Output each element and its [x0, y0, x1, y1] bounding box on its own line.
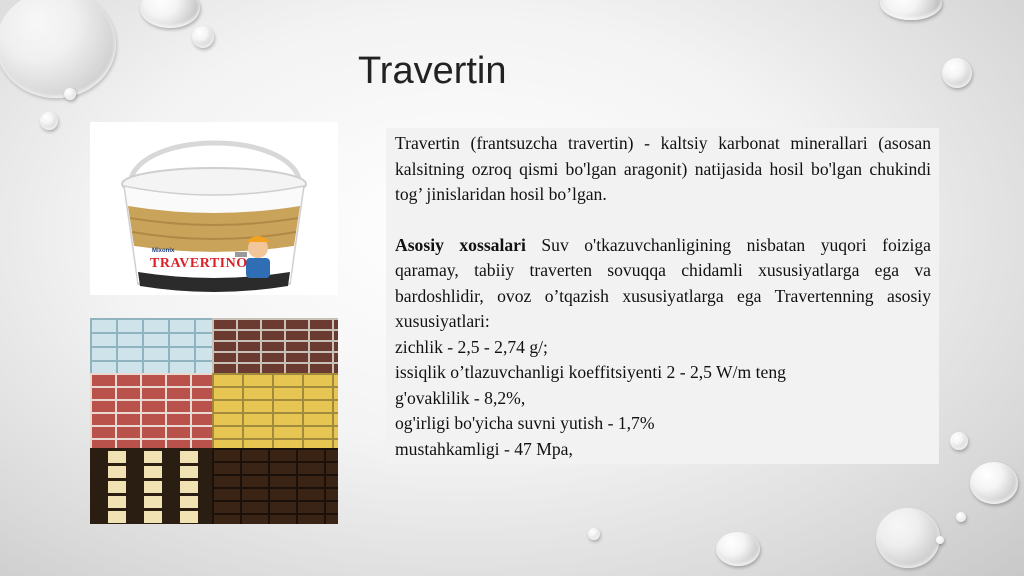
spec-line: issiqlik o’tlazuvchanligi koeffitsiyenti 2 - 2,5 W/m teng	[395, 362, 786, 382]
brick-tile-samples-image	[90, 318, 338, 524]
properties-paragraph	[395, 233, 931, 335]
yellow-brick-sample	[212, 373, 338, 448]
dark-brick-sample	[212, 448, 338, 524]
dark-brown-brick-sample	[212, 318, 338, 373]
water-drop	[64, 88, 76, 100]
water-drop	[0, 0, 116, 98]
product-label-text: TRAVERTINO	[150, 256, 248, 271]
spec-line: og'irligi bo'yicha suvni yutish - 1,7%	[395, 413, 655, 433]
water-drop	[880, 0, 942, 20]
spec-line: g'ovaklilik - 8,2%,	[395, 387, 526, 408]
brand-logo-text: Mixonix	[152, 248, 175, 254]
water-drop	[950, 432, 968, 450]
water-drop	[588, 528, 600, 540]
water-drop	[192, 26, 214, 48]
checkered-brick-sample	[90, 448, 212, 524]
properties-heading: Asosiy xossalari	[395, 234, 526, 255]
water-drop	[942, 58, 972, 88]
description-panel	[386, 128, 939, 464]
water-drop	[40, 112, 58, 130]
water-drop	[140, 0, 200, 28]
properties-text: Suv o'tkazuvchanligining nisbatan yuqori foiziga qaramay, tabiiy traverten sovuqqa chidamli xususiyatlarga ega va bardoshlidir, ovoz o’tqazish xususiyatlarga ega Travertenning asosiy xususiyatlari:	[395, 234, 931, 331]
water-drop	[970, 462, 1018, 504]
slide-title: Travertin	[358, 50, 507, 92]
water-drop	[936, 536, 944, 544]
light-blue-brick-sample	[90, 318, 212, 373]
spec-line: mustahkamligi - 47 Mpa,	[395, 438, 573, 459]
red-brick-sample	[90, 373, 212, 448]
spec-line: zichlik - 2,5 - 2,74 g/;	[395, 336, 548, 357]
product-bucket-image	[90, 122, 338, 295]
water-drop	[716, 532, 760, 566]
intro-paragraph: Travertin (frantsuzcha travertin) - kaltsiy karbonat minerallari (asosan kalsitning ozroq qismi bo'lgan aragonit) natijasida hosil bo'lgan chukindi tog’ jinislaridan hosil bo’lgan.	[395, 133, 931, 204]
water-drop	[956, 512, 966, 522]
water-drop	[876, 508, 940, 568]
